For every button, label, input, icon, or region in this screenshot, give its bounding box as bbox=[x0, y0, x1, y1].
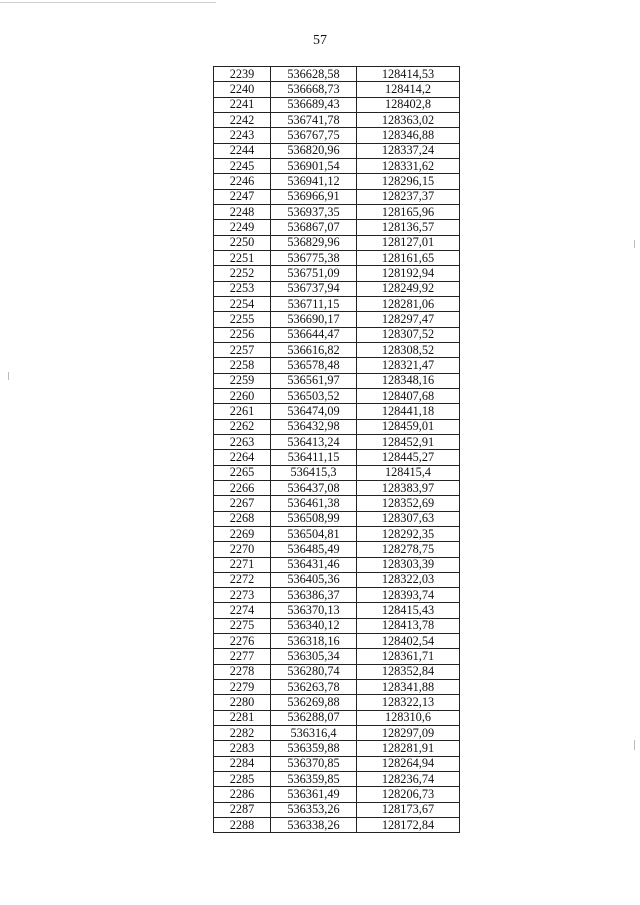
x-coordinate-cell: 536690,17 bbox=[271, 312, 357, 327]
point-number-cell: 2281 bbox=[214, 710, 271, 725]
point-number-cell: 2259 bbox=[214, 373, 271, 388]
y-coordinate-cell: 128414,2 bbox=[357, 82, 460, 97]
x-coordinate-cell: 536504,81 bbox=[271, 526, 357, 541]
x-coordinate-cell: 536628,58 bbox=[271, 67, 357, 82]
point-number-cell: 2240 bbox=[214, 82, 271, 97]
point-number-cell: 2270 bbox=[214, 542, 271, 557]
y-coordinate-cell: 128249,92 bbox=[357, 281, 460, 296]
x-coordinate-cell: 536263,78 bbox=[271, 680, 357, 695]
x-coordinate-cell: 536386,37 bbox=[271, 588, 357, 603]
table-row bbox=[214, 327, 460, 342]
point-number-cell: 2254 bbox=[214, 296, 271, 311]
y-coordinate-cell: 128441,18 bbox=[357, 404, 460, 419]
y-coordinate-cell: 128281,91 bbox=[357, 741, 460, 756]
table-row bbox=[214, 603, 460, 618]
point-number-cell: 2264 bbox=[214, 450, 271, 465]
table-row bbox=[214, 664, 460, 679]
table-row bbox=[214, 281, 460, 296]
y-coordinate-cell: 128452,91 bbox=[357, 434, 460, 449]
y-coordinate-cell: 128172,84 bbox=[357, 818, 460, 833]
table-row bbox=[214, 802, 460, 817]
point-number-cell: 2244 bbox=[214, 143, 271, 158]
point-number-cell: 2280 bbox=[214, 695, 271, 710]
table-row bbox=[214, 266, 460, 281]
table-row bbox=[214, 695, 460, 710]
table-row bbox=[214, 312, 460, 327]
y-coordinate-cell: 128310,6 bbox=[357, 710, 460, 725]
x-coordinate-cell: 536305,34 bbox=[271, 649, 357, 664]
x-coordinate-cell: 536578,48 bbox=[271, 358, 357, 373]
point-number-cell: 2288 bbox=[214, 818, 271, 833]
point-number-cell: 2250 bbox=[214, 235, 271, 250]
y-coordinate-cell: 128297,47 bbox=[357, 312, 460, 327]
y-coordinate-cell: 128352,69 bbox=[357, 496, 460, 511]
x-coordinate-cell: 536370,85 bbox=[271, 756, 357, 771]
x-coordinate-cell: 536829,96 bbox=[271, 235, 357, 250]
x-coordinate-cell: 536413,24 bbox=[271, 434, 357, 449]
table-row bbox=[214, 710, 460, 725]
x-coordinate-cell: 536338,26 bbox=[271, 818, 357, 833]
table-row bbox=[214, 358, 460, 373]
table-row bbox=[214, 772, 460, 787]
x-coordinate-cell: 536867,07 bbox=[271, 220, 357, 235]
x-coordinate-cell: 536359,85 bbox=[271, 772, 357, 787]
point-number-cell: 2286 bbox=[214, 787, 271, 802]
point-number-cell: 2265 bbox=[214, 465, 271, 480]
table-row bbox=[214, 189, 460, 204]
y-coordinate-cell: 128402,54 bbox=[357, 634, 460, 649]
table-row bbox=[214, 97, 460, 112]
y-coordinate-cell: 128402,8 bbox=[357, 97, 460, 112]
point-number-cell: 2247 bbox=[214, 189, 271, 204]
y-coordinate-cell: 128165,96 bbox=[357, 204, 460, 219]
table-row bbox=[214, 67, 460, 82]
point-number-cell: 2284 bbox=[214, 756, 271, 771]
table-row bbox=[214, 480, 460, 495]
y-coordinate-cell: 128415,4 bbox=[357, 465, 460, 480]
coordinates-table bbox=[213, 66, 460, 833]
y-coordinate-cell: 128173,67 bbox=[357, 802, 460, 817]
point-number-cell: 2271 bbox=[214, 557, 271, 572]
x-coordinate-cell: 536474,09 bbox=[271, 404, 357, 419]
x-coordinate-cell: 536359,88 bbox=[271, 741, 357, 756]
point-number-cell: 2252 bbox=[214, 266, 271, 281]
table-row bbox=[214, 158, 460, 173]
point-number-cell: 2256 bbox=[214, 327, 271, 342]
table-row bbox=[214, 526, 460, 541]
y-coordinate-cell: 128413,78 bbox=[357, 618, 460, 633]
table-row bbox=[214, 434, 460, 449]
scan-mark-right bbox=[634, 240, 635, 248]
y-coordinate-cell: 128415,43 bbox=[357, 603, 460, 618]
x-coordinate-cell: 536361,49 bbox=[271, 787, 357, 802]
x-coordinate-cell: 536269,88 bbox=[271, 695, 357, 710]
x-coordinate-cell: 536689,43 bbox=[271, 97, 357, 112]
point-number-cell: 2241 bbox=[214, 97, 271, 112]
top-scan-rule bbox=[0, 2, 216, 3]
table-row bbox=[214, 235, 460, 250]
x-coordinate-cell: 536280,74 bbox=[271, 664, 357, 679]
point-number-cell: 2243 bbox=[214, 128, 271, 143]
x-coordinate-cell: 536405,36 bbox=[271, 572, 357, 587]
table-row bbox=[214, 82, 460, 97]
table-row bbox=[214, 649, 460, 664]
table-row bbox=[214, 588, 460, 603]
y-coordinate-cell: 128321,47 bbox=[357, 358, 460, 373]
x-coordinate-cell: 536668,73 bbox=[271, 82, 357, 97]
point-number-cell: 2269 bbox=[214, 526, 271, 541]
point-number-cell: 2257 bbox=[214, 342, 271, 357]
y-coordinate-cell: 128322,13 bbox=[357, 695, 460, 710]
table-row bbox=[214, 818, 460, 833]
y-coordinate-cell: 128278,75 bbox=[357, 542, 460, 557]
point-number-cell: 2258 bbox=[214, 358, 271, 373]
y-coordinate-cell: 128236,74 bbox=[357, 772, 460, 787]
table-row bbox=[214, 787, 460, 802]
y-coordinate-cell: 128206,73 bbox=[357, 787, 460, 802]
x-coordinate-cell: 536461,38 bbox=[271, 496, 357, 511]
point-number-cell: 2283 bbox=[214, 741, 271, 756]
y-coordinate-cell: 128136,57 bbox=[357, 220, 460, 235]
table-row bbox=[214, 143, 460, 158]
table-row bbox=[214, 618, 460, 633]
x-coordinate-cell: 536485,49 bbox=[271, 542, 357, 557]
point-number-cell: 2285 bbox=[214, 772, 271, 787]
x-coordinate-cell: 536437,08 bbox=[271, 480, 357, 495]
y-coordinate-cell: 128393,74 bbox=[357, 588, 460, 603]
x-coordinate-cell: 536415,3 bbox=[271, 465, 357, 480]
point-number-cell: 2274 bbox=[214, 603, 271, 618]
point-number-cell: 2263 bbox=[214, 434, 271, 449]
x-coordinate-cell: 536411,15 bbox=[271, 450, 357, 465]
y-coordinate-cell: 128363,02 bbox=[357, 112, 460, 127]
table-row bbox=[214, 404, 460, 419]
y-coordinate-cell: 128308,52 bbox=[357, 342, 460, 357]
x-coordinate-cell: 536288,07 bbox=[271, 710, 357, 725]
point-number-cell: 2251 bbox=[214, 250, 271, 265]
table-row bbox=[214, 220, 460, 235]
point-number-cell: 2242 bbox=[214, 112, 271, 127]
table-row bbox=[214, 373, 460, 388]
point-number-cell: 2277 bbox=[214, 649, 271, 664]
y-coordinate-cell: 128322,03 bbox=[357, 572, 460, 587]
y-coordinate-cell: 128303,39 bbox=[357, 557, 460, 572]
y-coordinate-cell: 128414,53 bbox=[357, 67, 460, 82]
table-row bbox=[214, 112, 460, 127]
y-coordinate-cell: 128192,94 bbox=[357, 266, 460, 281]
point-number-cell: 2245 bbox=[214, 158, 271, 173]
point-number-cell: 2278 bbox=[214, 664, 271, 679]
x-coordinate-cell: 536775,38 bbox=[271, 250, 357, 265]
point-number-cell: 2282 bbox=[214, 726, 271, 741]
table-row bbox=[214, 496, 460, 511]
table-row bbox=[214, 726, 460, 741]
point-number-cell: 2267 bbox=[214, 496, 271, 511]
y-coordinate-cell: 128445,27 bbox=[357, 450, 460, 465]
x-coordinate-cell: 536711,15 bbox=[271, 296, 357, 311]
coordinates-table-body bbox=[214, 67, 460, 833]
y-coordinate-cell: 128341,88 bbox=[357, 680, 460, 695]
table-row bbox=[214, 250, 460, 265]
y-coordinate-cell: 128383,97 bbox=[357, 480, 460, 495]
point-number-cell: 2255 bbox=[214, 312, 271, 327]
y-coordinate-cell: 128346,88 bbox=[357, 128, 460, 143]
table-row bbox=[214, 680, 460, 695]
point-number-cell: 2272 bbox=[214, 572, 271, 587]
point-number-cell: 2268 bbox=[214, 511, 271, 526]
point-number-cell: 2260 bbox=[214, 388, 271, 403]
x-coordinate-cell: 536561,97 bbox=[271, 373, 357, 388]
y-coordinate-cell: 128296,15 bbox=[357, 174, 460, 189]
y-coordinate-cell: 128407,68 bbox=[357, 388, 460, 403]
point-number-cell: 2273 bbox=[214, 588, 271, 603]
point-number-cell: 2246 bbox=[214, 174, 271, 189]
point-number-cell: 2249 bbox=[214, 220, 271, 235]
table-row bbox=[214, 741, 460, 756]
x-coordinate-cell: 536966,91 bbox=[271, 189, 357, 204]
y-coordinate-cell: 128297,09 bbox=[357, 726, 460, 741]
table-row bbox=[214, 572, 460, 587]
y-coordinate-cell: 128264,94 bbox=[357, 756, 460, 771]
x-coordinate-cell: 536737,94 bbox=[271, 281, 357, 296]
table-row bbox=[214, 511, 460, 526]
point-number-cell: 2287 bbox=[214, 802, 271, 817]
x-coordinate-cell: 536503,52 bbox=[271, 388, 357, 403]
x-coordinate-cell: 536318,16 bbox=[271, 634, 357, 649]
table-row bbox=[214, 388, 460, 403]
x-coordinate-cell: 536432,98 bbox=[271, 419, 357, 434]
table-row bbox=[214, 634, 460, 649]
x-coordinate-cell: 536767,75 bbox=[271, 128, 357, 143]
table-row bbox=[214, 204, 460, 219]
point-number-cell: 2253 bbox=[214, 281, 271, 296]
page-number: 57 bbox=[313, 33, 327, 48]
y-coordinate-cell: 128307,63 bbox=[357, 511, 460, 526]
table-row bbox=[214, 128, 460, 143]
point-number-cell: 2276 bbox=[214, 634, 271, 649]
x-coordinate-cell: 536820,96 bbox=[271, 143, 357, 158]
table-row bbox=[214, 174, 460, 189]
x-coordinate-cell: 536644,47 bbox=[271, 327, 357, 342]
y-coordinate-cell: 128348,16 bbox=[357, 373, 460, 388]
y-coordinate-cell: 128127,01 bbox=[357, 235, 460, 250]
point-number-cell: 2275 bbox=[214, 618, 271, 633]
x-coordinate-cell: 536340,12 bbox=[271, 618, 357, 633]
point-number-cell: 2248 bbox=[214, 204, 271, 219]
table-row bbox=[214, 542, 460, 557]
y-coordinate-cell: 128292,35 bbox=[357, 526, 460, 541]
scan-mark-right-lower bbox=[634, 740, 635, 750]
x-coordinate-cell: 536941,12 bbox=[271, 174, 357, 189]
y-coordinate-cell: 128237,37 bbox=[357, 189, 460, 204]
y-coordinate-cell: 128161,65 bbox=[357, 250, 460, 265]
y-coordinate-cell: 128281,06 bbox=[357, 296, 460, 311]
table-row bbox=[214, 450, 460, 465]
table-row bbox=[214, 557, 460, 572]
table-row bbox=[214, 756, 460, 771]
x-coordinate-cell: 536741,78 bbox=[271, 112, 357, 127]
point-number-cell: 2239 bbox=[214, 67, 271, 82]
point-number-cell: 2279 bbox=[214, 680, 271, 695]
x-coordinate-cell: 536751,09 bbox=[271, 266, 357, 281]
y-coordinate-cell: 128352,84 bbox=[357, 664, 460, 679]
y-coordinate-cell: 128361,71 bbox=[357, 649, 460, 664]
scan-mark-left bbox=[8, 372, 9, 380]
x-coordinate-cell: 536431,46 bbox=[271, 557, 357, 572]
point-number-cell: 2261 bbox=[214, 404, 271, 419]
x-coordinate-cell: 536316,4 bbox=[271, 726, 357, 741]
table-row bbox=[214, 342, 460, 357]
y-coordinate-cell: 128331,62 bbox=[357, 158, 460, 173]
point-number-cell: 2266 bbox=[214, 480, 271, 495]
x-coordinate-cell: 536901,54 bbox=[271, 158, 357, 173]
y-coordinate-cell: 128307,52 bbox=[357, 327, 460, 342]
point-number-cell: 2262 bbox=[214, 419, 271, 434]
table-row bbox=[214, 465, 460, 480]
x-coordinate-cell: 536937,35 bbox=[271, 204, 357, 219]
table-row bbox=[214, 419, 460, 434]
x-coordinate-cell: 536508,99 bbox=[271, 511, 357, 526]
x-coordinate-cell: 536616,82 bbox=[271, 342, 357, 357]
y-coordinate-cell: 128459,01 bbox=[357, 419, 460, 434]
x-coordinate-cell: 536370,13 bbox=[271, 603, 357, 618]
table-row bbox=[214, 296, 460, 311]
y-coordinate-cell: 128337,24 bbox=[357, 143, 460, 158]
x-coordinate-cell: 536353,26 bbox=[271, 802, 357, 817]
